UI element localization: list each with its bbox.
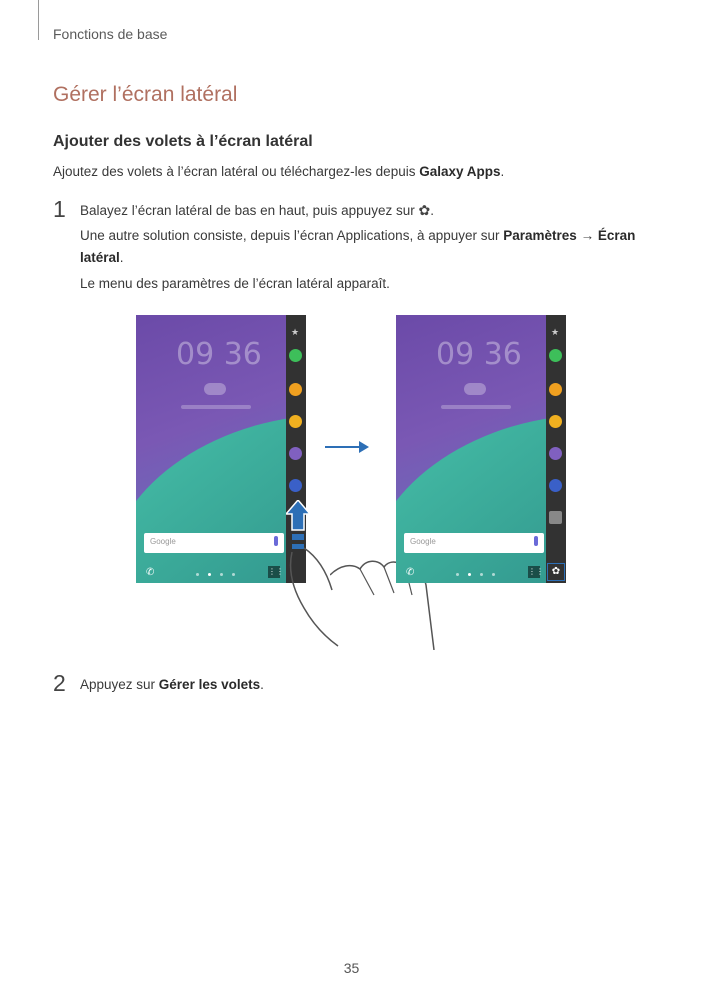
edge-email-app-icon [549,415,562,428]
edge-browser-app-icon [289,447,302,460]
step-2-number: 2 [53,670,66,696]
phone-screen-before [136,315,306,583]
intro-bold-galaxy-apps: Galaxy Apps [419,164,501,179]
mic-icon [274,536,278,546]
intro-prefix: Ajoutez des volets à l’écran latéral ou téléchargez-les depuis [53,164,420,179]
edge-email-app-icon [289,415,302,428]
page-number: 35 [343,960,360,976]
step-2-bold-gerer-les-volets: Gérer les volets [158,677,261,692]
step-2-instruction [80,674,640,696]
step-1-alternative [80,225,640,269]
header-rule [38,0,39,40]
swipe-trail-2 [292,544,304,549]
page-dot [232,573,235,576]
figure-edge-screen-swipe [130,305,580,650]
page-dot [220,573,223,576]
star-icon: ★ [551,327,560,337]
phone-icon: ✆ [406,567,415,578]
step-1-instruction [80,199,640,222]
weather-text [181,405,251,409]
page-dot-active [208,573,211,576]
transition-arrow [325,446,361,448]
step-1-alt-prefix: Une autre solution consiste, depuis l’écran Applications, à appuyer sur [80,228,504,243]
step-2-prefix: Appuyez sur [80,677,159,692]
page-dot-active [468,573,471,576]
step-2-suffix: . [260,677,264,692]
subsection-title: Ajouter des volets à l’écran latéral [53,133,313,150]
running-header: Fonctions de base [53,26,168,42]
edge-store-app-icon [549,511,562,524]
page-dot [492,573,495,576]
phone-icon: ✆ [146,567,155,578]
dock [396,565,546,583]
swipe-trail-1 [292,534,304,540]
edge-phone-app-icon [289,349,302,362]
edge-contacts-app-icon [549,383,562,396]
star-icon: ★ [291,327,300,337]
page-dot [480,573,483,576]
edge-browser-app-icon [549,447,562,460]
weather-text [441,405,511,409]
weather-icon [464,383,486,395]
hand-finger-outline-2 [304,548,332,590]
step-1-suffix: . [430,203,434,218]
lockscreen-clock: 09 36 [176,337,262,372]
page-dot [456,573,459,576]
intro-paragraph [53,164,504,179]
edge-panel [546,315,566,583]
step-1-alt-arrow: → [576,228,598,243]
step-1-alt-bold-parametres: Paramètres [503,228,577,243]
mic-icon [534,536,538,546]
search-bar [404,533,544,553]
edge-camera-app-icon [289,479,302,492]
apps-grid-icon: ⋮⋮ [268,567,284,576]
dock [136,565,286,583]
step-1-result: Le menu des paramètres de l’écran latéral apparaît. [80,276,390,291]
section-title: Gérer l’écran latéral [53,83,238,106]
apps-grid-icon: ⋮⋮ [528,567,544,576]
search-bar [144,533,284,553]
gear-icon: ✿ [418,202,431,218]
intro-suffix: . [500,164,505,179]
transition-arrow-head [359,441,369,453]
edge-settings-gear-icon: ✿ [547,563,565,581]
search-bar-label: Google [410,537,436,546]
phone-screen-after [396,315,566,583]
edge-contacts-app-icon [289,383,302,396]
step-1-alt-bold-ecran-lateral: Écran latéral [80,228,636,265]
step-1-number: 1 [53,196,66,222]
wallpaper-wave [396,405,566,583]
edge-camera-app-icon [549,479,562,492]
lockscreen-clock: 09 36 [436,337,522,372]
page-dot [196,573,199,576]
wallpaper-wave [136,405,306,583]
swipe-up-arrow-icon [286,500,310,530]
weather-icon [204,383,226,395]
edge-phone-app-icon [549,349,562,362]
step-1-alt-suffix: . [119,250,124,265]
step-1-prefix: Balayez l’écran latéral de bas en haut, puis appuyez sur [80,203,419,218]
search-bar-label: Google [150,537,176,546]
